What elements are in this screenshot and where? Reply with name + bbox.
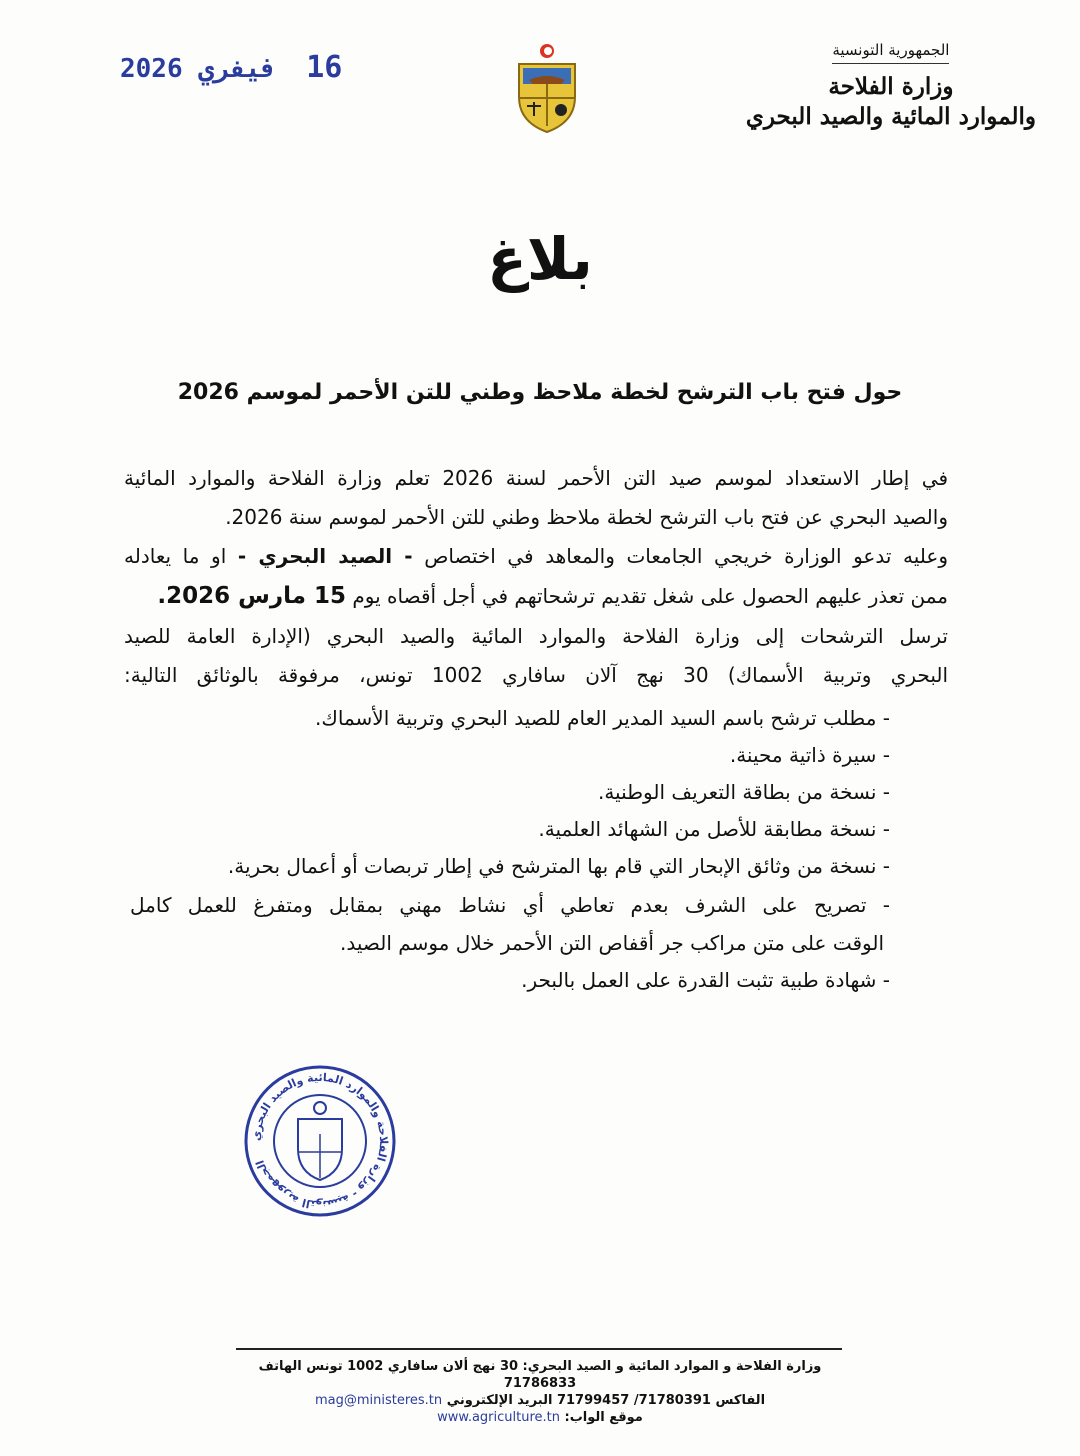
footer-email-link[interactable]: mag@ministeres.tn: [314, 1393, 443, 1408]
coat-of-arms-icon: [515, 42, 579, 138]
official-seal: [240, 1064, 400, 1223]
document-item: - نسخة من وثائق الإبحار التي قام بها المترشح في إطار تربصات أو أعمال بحرية.: [227, 854, 890, 878]
body-line: [124, 544, 948, 568]
footer-address: وزارة الفلاحة و الموارد المائية و الصيد البحري: 30 نهج ألان سافاري 1002 تونس الهاتف 71786833: [258, 1359, 822, 1391]
ministry-name-line1: وزارة الفلاحة: [828, 73, 954, 100]
footer-web-label: موقع الواب:: [564, 1410, 643, 1425]
page-title: بلاغ: [487, 225, 593, 293]
document-item: - نسخة من بطاقة التعريف الوطنية.: [597, 780, 890, 804]
body-line: في إطار الاستعداد لموسم صيد التن الأحمر لسنة 2026 تعلم وزارة الفلاحة والموارد المائية: [124, 466, 948, 490]
date-year: 2026: [120, 54, 183, 84]
footer-fax: الفاكس 71780391/ 71799457 البريد الإلكتروني: [446, 1393, 766, 1408]
deadline: 15 مارس 2026.: [157, 583, 347, 609]
body-line: والصيد البحري عن فتح باب الترشح لخطة ملاحظ وطني للتن الأحمر لموسم سنة 2026.: [225, 505, 948, 529]
date-day: 16: [306, 50, 343, 85]
document-item: - نسخة مطابقة للأصل من الشهائد العلمية.: [538, 817, 890, 841]
document-item-continued: الوقت على متن مراكب جر أقفاص التن الأحمر خلال موسم الصيد.: [340, 931, 884, 955]
ministry-header: [746, 40, 1036, 132]
body-text: او ما يعادله: [124, 544, 227, 568]
footer-website-link[interactable]: www.agriculture.tn: [437, 1410, 560, 1425]
body-line: البحري وتربية الأسماك) 30 نهج آلان سافاري 1002 تونس، مرفوقة بالوثائق التالية:: [124, 663, 949, 687]
document-item: - مطلب ترشح باسم السيد المدير العام للصيد البحري وتربية الأسماك.: [315, 706, 890, 730]
document-item: - سيرة ذاتية محينة.: [729, 743, 890, 767]
date-month: فيفري: [198, 54, 277, 84]
date-stamp: [120, 50, 342, 85]
document-item: - تصريح على الشرف بعدم تعاطي أي نشاط مهني بمقابل ومتفرغ للعمل كامل: [130, 893, 890, 917]
ministry-name-line2: والموارد المائية والصيد البحري: [745, 103, 1036, 130]
subject-line: حول فتح باب الترشح لخطة ملاحظ وطني للتن الأحمر لموسم 2026: [177, 380, 903, 405]
specialty: - الصيد البحري -: [237, 544, 413, 568]
body-text: وعليه تدعو الوزارة خريجي الجامعات والمعاهد في اختصاص: [424, 544, 949, 568]
body-line: ترسل الترشحات إلى وزارة الفلاحة والموارد المائية والصيد البحري (الإدارة العامة للصيد: [124, 624, 948, 648]
document-item: - شهادة طبية تثبت القدرة على العمل بالبحر.: [521, 968, 890, 992]
body-line: [157, 583, 948, 609]
footer-divider: [236, 1348, 842, 1350]
country-name: الجمهورية التونسية: [832, 41, 949, 64]
body-text: ممن تعذر عليهم الحصول على شغل تقديم ترشحاتهم في أجل أقصاه يوم: [352, 584, 948, 608]
seal-text: الجمهورية التونسية - وزارة الفلاحة والموارد المائية والصيد البحري: [249, 1070, 391, 1212]
footer: [230, 1358, 850, 1426]
